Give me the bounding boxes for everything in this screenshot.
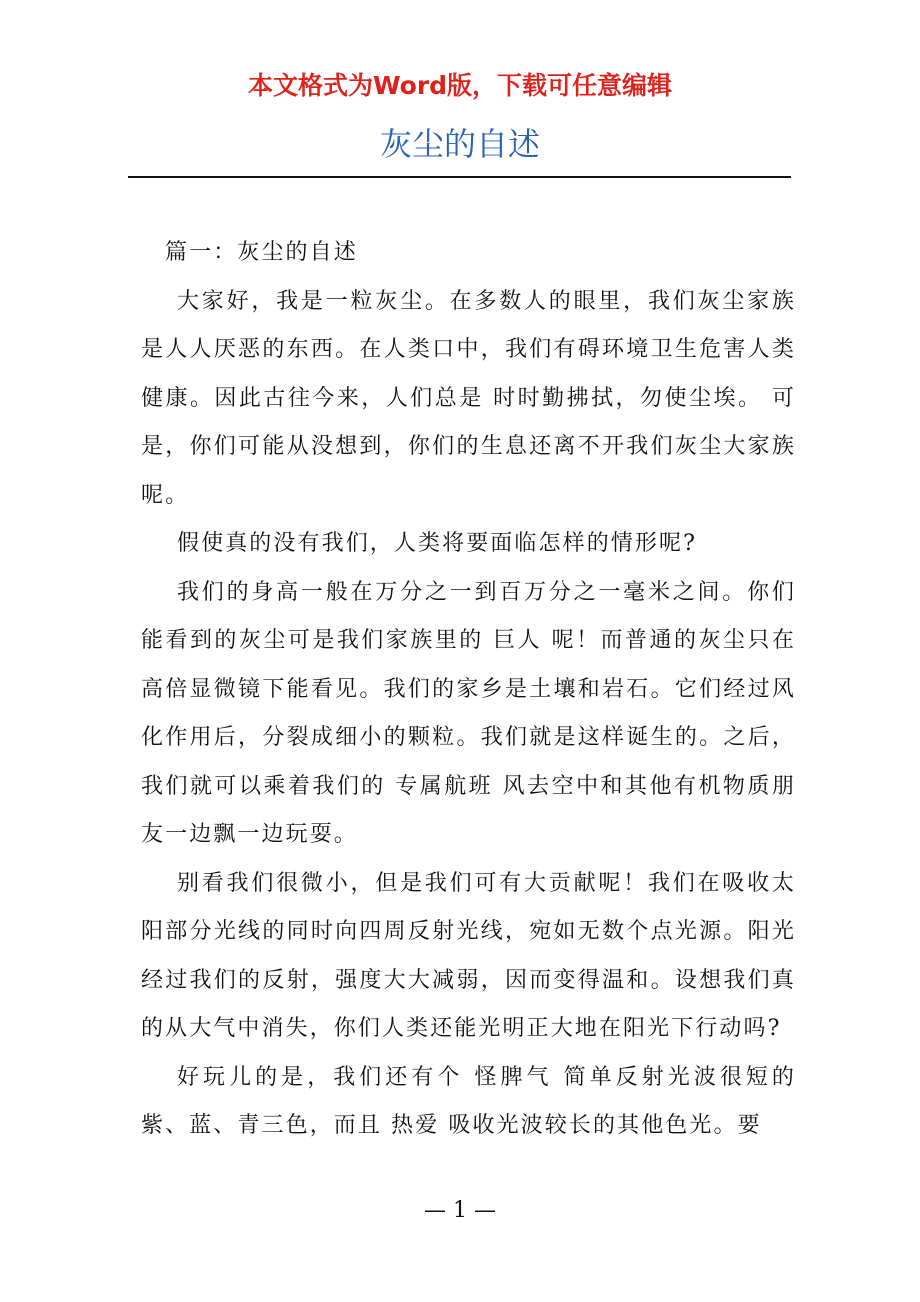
page-number: — 1 — xyxy=(424,1198,496,1223)
title-underline xyxy=(128,176,791,178)
paragraph: 大家好，我是一粒灰尘。在多数人的眼里，我们灰尘家族是人人厌恶的东西。在人类口中，我们有碍环境卫生危害人类健康。因此古往今来，人们总是 时时勤拂拭，勿使尘埃。 可是，你们可能从没想到，你们的生息还离不开我们灰尘大家族呢。 xyxy=(141,288,796,508)
download-notice: 本文格式为Word版，下载可任意编辑 xyxy=(247,71,673,100)
paragraph: 我们的身高一般在万分之一到百万分之一毫米之间。你们能看到的灰尘可是我们家族里的 巨人 呢！而普通的灰尘只在高倍显微镜下能看见。我们的家乡是土壤和岩石。它们经过风化作用后，分裂成细小的颗粒。我们就是这样诞生的。之后，我们就可以乘着我们的 专属航班 风去空中和其他有机物质朋友一边飘一边玩耍。 xyxy=(141,579,796,847)
paragraph: 假使真的没有我们，人类将要面临怎样的情形呢? xyxy=(177,531,697,556)
section-heading: 篇一：灰尘的自述 xyxy=(165,240,358,265)
document-title: 灰尘的自述 xyxy=(379,125,540,163)
document-body xyxy=(141,229,796,1151)
paragraph: 好玩儿的是，我们还有个 怪脾气 简单反射光波很短的紫、蓝、青三色，而且 热爱 吸收光波较长的其他色光。要 xyxy=(141,1064,796,1138)
paragraph: 别看我们很微小，但是我们可有大贡献呢！我们在吸收太阳部分光线的同时向四周反射光线，宛如无数个点光源。阳光经过我们的反射，强度大大减弱，因而变得温和。设想我们真的从大气中消失，你们人类还能光明正大地在阳光下行动吗? xyxy=(141,870,796,1041)
